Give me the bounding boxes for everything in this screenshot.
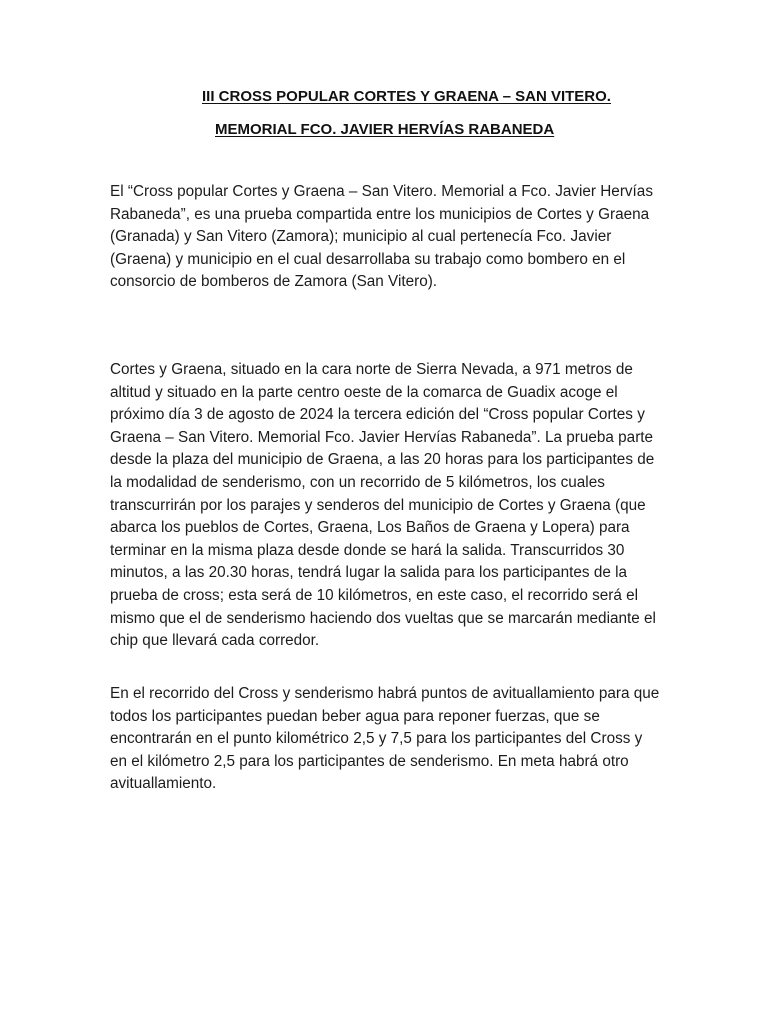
document-subtitle: MEMORIAL FCO. JAVIER HERVÍAS RABANEDA bbox=[215, 121, 555, 138]
paragraph-refreshment-points: En el recorrido del Cross y senderismo habrá puntos de avituallamiento para que todos los participantes puedan beber agua para reponer fuerzas, que se encontrarán en el punto kilométrico 2,5 y 7,5 para los participantes del Cross y en el kilómetro 2,5 para los participantes de senderismo. En meta habrá otro avituallamiento. bbox=[110, 685, 660, 793]
document-title: III CROSS POPULAR CORTES Y GRAENA – SAN VITERO. bbox=[202, 88, 611, 105]
paragraph-intro: El “Cross popular Cortes y Graena – San Vitero. Memorial a Fco. Javier Hervías Rabaneda”, es una prueba compartida entre los municipios de Cortes y Graena (Granada) y San Vitero (Zamora); municipio al cual pertenecía Fco. Javier (Graena) y municipio en el cual desarrollaba su trabajo como bombero en el consorcio de bomberos de Zamora (San Vitero). bbox=[110, 183, 653, 291]
paragraph-event-details: Cortes y Graena, situado en la cara norte de Sierra Nevada, a 971 metros de altitud y situado en la parte centro oeste de la comarca de Guadix acoge el próximo día 3 de agosto de 2024 la tercera edición del “Cross popular Cortes y Graena – San Vitero. Memorial Fco. Javier Hervías Rabaneda”. La prueba parte desde la plaza del municipio de Graena, a las 20 horas para los participantes de la modalidad de senderismo, con un recorrido de 5 kilómetros, los cuales transcurrirán por los parajes y senderos del municipio de Cortes y Graena (que abarca los pueblos de Cortes, Graena, Los Baños de Graena y Lopera) para terminar en la misma plaza desde donde se hará la salida. Transcurridos 30 minutos, a las 20.30 horas, tendrá lugar la salida para los participantes de la prueba de cross; esta será de 10 kilómetros, en este caso, el recorrido será el mismo que el de senderismo haciendo dos vueltas que se marcarán mediante el chip que llevará cada corredor. bbox=[110, 361, 656, 650]
